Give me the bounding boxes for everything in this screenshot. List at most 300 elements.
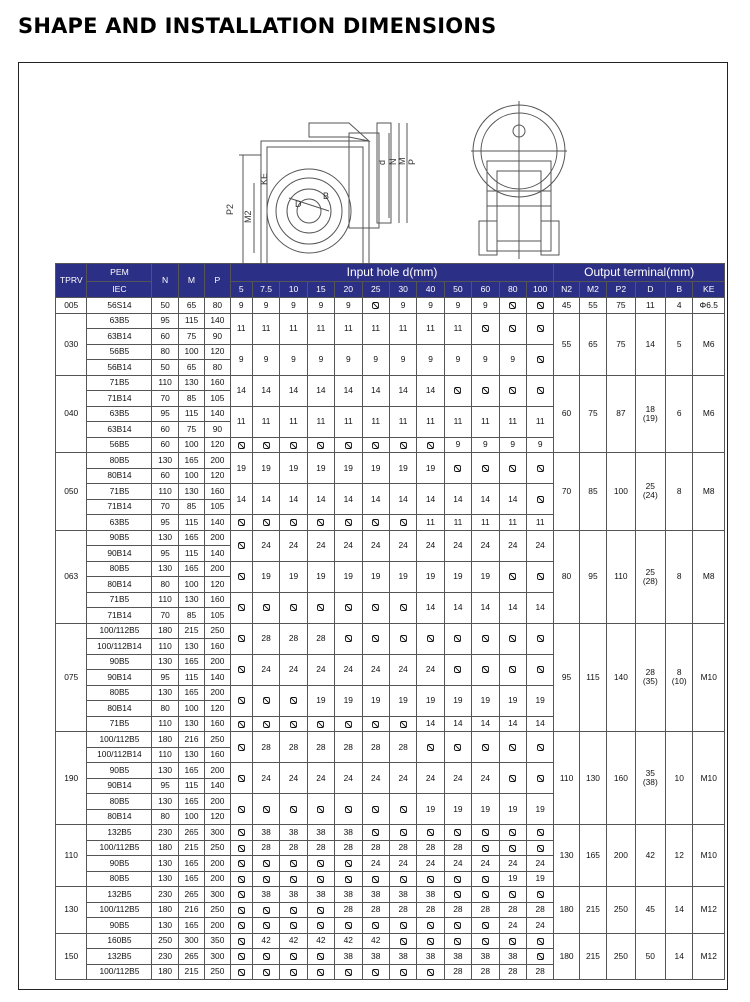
cell-input-hole bbox=[362, 515, 389, 531]
cell-input-hole: 9 bbox=[499, 437, 526, 453]
cell-input-hole: 19 bbox=[335, 561, 362, 592]
cell-input-hole: 14 bbox=[472, 716, 499, 732]
cell-input-hole bbox=[307, 871, 334, 887]
cell-output-n2: 130 bbox=[554, 825, 579, 887]
cell-p: 140 bbox=[205, 515, 230, 531]
cell-input-hole: 14 bbox=[499, 592, 526, 623]
cell-p: 200 bbox=[205, 856, 230, 872]
cell-input-hole bbox=[472, 825, 499, 841]
cell-output-ke: M6 bbox=[693, 313, 725, 375]
cell-n: 110 bbox=[152, 592, 178, 608]
cell-p: 250 bbox=[205, 623, 230, 639]
cell-input-hole bbox=[444, 732, 471, 763]
cell-input-hole: 38 bbox=[307, 887, 334, 903]
cell-input-hole: 24 bbox=[280, 654, 307, 685]
cell-m: 85 bbox=[178, 608, 204, 624]
cell-input-hole: 19 bbox=[444, 685, 471, 716]
cell-input-hole: 38 bbox=[335, 887, 362, 903]
cell-input-hole: 24 bbox=[389, 530, 416, 561]
no-hole-icon bbox=[509, 891, 516, 898]
cell-input-hole: 14 bbox=[472, 592, 499, 623]
drawing-label-d: d bbox=[377, 159, 387, 165]
cell-input-hole bbox=[280, 592, 307, 623]
cell-n: 60 bbox=[152, 422, 178, 438]
cell-input-hole: 11 bbox=[252, 406, 279, 437]
cell-input-hole bbox=[362, 871, 389, 887]
cell-input-hole: 24 bbox=[252, 763, 279, 794]
cell-input-hole: 9 bbox=[472, 437, 499, 453]
cell-input-hole: 19 bbox=[499, 794, 526, 825]
cell-m: 215 bbox=[178, 964, 204, 980]
no-hole-icon bbox=[400, 604, 407, 611]
cell-n: 70 bbox=[152, 391, 178, 407]
cell-output-m2: 130 bbox=[579, 732, 606, 825]
cell-output-b: 8 bbox=[666, 453, 693, 531]
cell-input-hole: 14 bbox=[280, 484, 307, 515]
cell-input-hole: 19 bbox=[252, 453, 279, 484]
cell-input-hole bbox=[444, 654, 471, 685]
cell-input-hole bbox=[444, 375, 471, 406]
no-hole-icon bbox=[509, 666, 516, 673]
cell-output-d: 35 (38) bbox=[635, 732, 665, 825]
cell-n: 230 bbox=[152, 949, 178, 965]
cell-input-hole: 28 bbox=[252, 623, 279, 654]
cell-m: 115 bbox=[178, 406, 204, 422]
cell-input-hole bbox=[499, 763, 526, 794]
cell-p: 105 bbox=[205, 391, 230, 407]
cell-iec: 56B5 bbox=[87, 437, 152, 453]
cell-output-ke: Φ6.5 bbox=[693, 298, 725, 314]
cell-n: 95 bbox=[152, 313, 178, 329]
no-hole-icon bbox=[263, 969, 270, 976]
cell-n: 130 bbox=[152, 530, 178, 546]
cell-n: 80 bbox=[152, 701, 178, 717]
cell-n: 130 bbox=[152, 561, 178, 577]
cell-input-hole bbox=[389, 515, 416, 531]
no-hole-icon bbox=[290, 697, 297, 704]
header-pem: PEM bbox=[87, 264, 152, 282]
cell-input-hole: 38 bbox=[472, 949, 499, 965]
no-hole-icon bbox=[345, 721, 352, 728]
no-hole-icon bbox=[537, 845, 544, 852]
header-m: M bbox=[178, 264, 204, 298]
cell-input-hole bbox=[472, 732, 499, 763]
cell-output-b: 14 bbox=[666, 933, 693, 980]
cell-input-hole: 28 bbox=[362, 902, 389, 918]
cell-m: 216 bbox=[178, 732, 204, 748]
cell-input-hole bbox=[252, 515, 279, 531]
cell-input-hole: 11 bbox=[499, 406, 526, 437]
no-hole-icon bbox=[238, 922, 245, 929]
cell-n: 180 bbox=[152, 840, 178, 856]
no-hole-icon bbox=[537, 953, 544, 960]
cell-m: 100 bbox=[178, 577, 204, 593]
cell-input-hole: 24 bbox=[444, 763, 471, 794]
cell-input-hole: 28 bbox=[252, 840, 279, 856]
cell-input-hole: 19 bbox=[472, 685, 499, 716]
dimensions-table bbox=[55, 263, 725, 980]
cell-input-hole: 11 bbox=[362, 406, 389, 437]
cell-input-hole bbox=[362, 918, 389, 934]
no-hole-icon bbox=[290, 953, 297, 960]
cell-n: 130 bbox=[152, 654, 178, 670]
cell-p: 200 bbox=[205, 918, 230, 934]
cell-output-ke: M12 bbox=[693, 887, 725, 934]
cell-input-hole bbox=[280, 437, 307, 453]
cell-iec: 80B14 bbox=[87, 577, 152, 593]
cell-input-hole: 11 bbox=[280, 313, 307, 344]
cell-input-hole: 11 bbox=[230, 406, 252, 437]
cell-m: 100 bbox=[178, 468, 204, 484]
cell-output-d: 42 bbox=[635, 825, 665, 887]
no-hole-icon bbox=[482, 387, 489, 394]
cell-input-hole: 11 bbox=[280, 406, 307, 437]
cell-n: 130 bbox=[152, 871, 178, 887]
no-hole-icon bbox=[427, 969, 434, 976]
header-input-col: 50 bbox=[444, 282, 471, 298]
no-hole-icon bbox=[263, 860, 270, 867]
cell-input-hole bbox=[335, 964, 362, 980]
drawing-label-m2: M2 bbox=[243, 210, 253, 223]
cell-input-hole: 11 bbox=[362, 313, 389, 344]
cell-input-hole bbox=[499, 825, 526, 841]
no-hole-icon bbox=[290, 519, 297, 526]
no-hole-icon bbox=[537, 465, 544, 472]
cell-output-m2: 215 bbox=[579, 933, 606, 980]
header-input-col: 15 bbox=[307, 282, 334, 298]
cell-input-hole bbox=[230, 840, 252, 856]
no-hole-icon bbox=[317, 907, 324, 914]
no-hole-icon bbox=[238, 891, 245, 898]
cell-input-hole: 38 bbox=[252, 825, 279, 841]
cell-input-hole: 28 bbox=[307, 623, 334, 654]
cell-output-p2: 160 bbox=[607, 732, 635, 825]
cell-input-hole: 14 bbox=[417, 592, 444, 623]
cell-input-hole: 42 bbox=[335, 933, 362, 949]
no-hole-icon bbox=[238, 744, 245, 751]
cell-output-d: 14 bbox=[635, 313, 665, 375]
cell-input-hole: 14 bbox=[389, 484, 416, 515]
no-hole-icon bbox=[400, 829, 407, 836]
no-hole-icon bbox=[238, 542, 245, 549]
cell-m: 165 bbox=[178, 856, 204, 872]
cell-input-hole bbox=[230, 949, 252, 965]
cell-iec: 100/112B5 bbox=[87, 623, 152, 639]
cell-input-hole bbox=[307, 964, 334, 980]
cell-iec: 80B5 bbox=[87, 871, 152, 887]
cell-input-hole bbox=[499, 313, 526, 344]
cell-input-hole bbox=[389, 933, 416, 949]
cell-output-m2: 65 bbox=[579, 313, 606, 375]
cell-n: 130 bbox=[152, 453, 178, 469]
cell-input-hole bbox=[252, 949, 279, 965]
cell-output-b: 6 bbox=[666, 375, 693, 453]
cell-iec: 71B14 bbox=[87, 391, 152, 407]
cell-iec: 63B14 bbox=[87, 422, 152, 438]
cell-input-hole bbox=[417, 918, 444, 934]
cell-iec: 80B5 bbox=[87, 453, 152, 469]
cell-input-hole: 9 bbox=[472, 298, 499, 314]
no-hole-icon bbox=[238, 938, 245, 945]
no-hole-icon bbox=[482, 938, 489, 945]
no-hole-icon bbox=[537, 775, 544, 782]
cell-input-hole bbox=[526, 654, 553, 685]
no-hole-icon bbox=[345, 876, 352, 883]
cell-input-hole: 28 bbox=[417, 840, 444, 856]
drawing-label-d-front: D bbox=[295, 199, 302, 209]
cell-input-hole: 24 bbox=[335, 763, 362, 794]
cell-p: 105 bbox=[205, 608, 230, 624]
no-hole-icon bbox=[537, 356, 544, 363]
cell-input-hole: 38 bbox=[362, 887, 389, 903]
cell-input-hole bbox=[417, 871, 444, 887]
cell-output-d: 11 bbox=[635, 298, 665, 314]
cell-input-hole bbox=[252, 964, 279, 980]
cell-input-hole: 28 bbox=[280, 840, 307, 856]
drawing-label-m: M bbox=[397, 157, 407, 165]
cell-input-hole: 38 bbox=[335, 825, 362, 841]
cell-input-hole: 11 bbox=[417, 515, 444, 531]
no-hole-icon bbox=[290, 604, 297, 611]
cell-input-hole: 24 bbox=[389, 654, 416, 685]
cell-input-hole bbox=[499, 375, 526, 406]
cell-input-hole: 38 bbox=[499, 949, 526, 965]
no-hole-icon bbox=[317, 969, 324, 976]
cell-input-hole bbox=[252, 592, 279, 623]
cell-tprv: 040 bbox=[56, 375, 87, 453]
cell-m: 65 bbox=[178, 360, 204, 376]
no-hole-icon bbox=[263, 922, 270, 929]
no-hole-icon bbox=[290, 721, 297, 728]
cell-input-hole bbox=[252, 437, 279, 453]
cell-iec: 63B14 bbox=[87, 329, 152, 345]
no-hole-icon bbox=[454, 829, 461, 836]
cell-input-hole: 28 bbox=[499, 902, 526, 918]
cell-input-hole: 28 bbox=[252, 732, 279, 763]
cell-iec: 56B5 bbox=[87, 344, 152, 360]
cell-p: 120 bbox=[205, 701, 230, 717]
cell-input-hole: 14 bbox=[444, 716, 471, 732]
table-row bbox=[56, 623, 725, 639]
cell-m: 215 bbox=[178, 623, 204, 639]
no-hole-icon bbox=[509, 744, 516, 751]
cell-p: 200 bbox=[205, 685, 230, 701]
cell-input-hole bbox=[280, 685, 307, 716]
cell-p: 160 bbox=[205, 716, 230, 732]
cell-iec: 90B5 bbox=[87, 918, 152, 934]
no-hole-icon bbox=[238, 666, 245, 673]
cell-input-hole bbox=[252, 716, 279, 732]
cell-input-hole: 19 bbox=[417, 794, 444, 825]
cell-iec: 63B5 bbox=[87, 515, 152, 531]
cell-input-hole: 19 bbox=[335, 453, 362, 484]
cell-tprv: 030 bbox=[56, 313, 87, 375]
cell-input-hole bbox=[472, 933, 499, 949]
cell-input-hole bbox=[417, 933, 444, 949]
header-output-col: P2 bbox=[607, 282, 635, 298]
cell-p: 140 bbox=[205, 313, 230, 329]
cell-input-hole: 14 bbox=[307, 484, 334, 515]
no-hole-icon bbox=[537, 635, 544, 642]
cell-input-hole bbox=[280, 918, 307, 934]
cell-output-b: 4 bbox=[666, 298, 693, 314]
cell-input-hole: 19 bbox=[280, 561, 307, 592]
cell-input-hole bbox=[230, 623, 252, 654]
cell-output-p2: 75 bbox=[607, 313, 635, 375]
no-hole-icon bbox=[345, 519, 352, 526]
cell-input-hole bbox=[280, 902, 307, 918]
no-hole-icon bbox=[400, 876, 407, 883]
no-hole-icon bbox=[372, 969, 379, 976]
no-hole-icon bbox=[482, 922, 489, 929]
no-hole-icon bbox=[263, 442, 270, 449]
cell-input-hole: 14 bbox=[280, 375, 307, 406]
cell-output-m2: 95 bbox=[579, 530, 606, 623]
no-hole-icon bbox=[238, 721, 245, 728]
no-hole-icon bbox=[454, 744, 461, 751]
cell-input-hole bbox=[280, 794, 307, 825]
no-hole-icon bbox=[454, 387, 461, 394]
cell-p: 200 bbox=[205, 763, 230, 779]
header-output-col: D bbox=[635, 282, 665, 298]
no-hole-icon bbox=[537, 573, 544, 580]
cell-input-hole: 24 bbox=[362, 654, 389, 685]
cell-p: 160 bbox=[205, 592, 230, 608]
cell-input-hole bbox=[417, 964, 444, 980]
cell-m: 130 bbox=[178, 747, 204, 763]
no-hole-icon bbox=[537, 387, 544, 394]
cell-input-hole bbox=[230, 825, 252, 841]
table-header bbox=[56, 264, 725, 298]
no-hole-icon bbox=[509, 938, 516, 945]
no-hole-icon bbox=[537, 325, 544, 332]
cell-m: 165 bbox=[178, 530, 204, 546]
cell-output-b: 5 bbox=[666, 313, 693, 375]
cell-input-hole bbox=[362, 298, 389, 314]
cell-input-hole: 9 bbox=[444, 298, 471, 314]
cell-m: 265 bbox=[178, 887, 204, 903]
cell-input-hole bbox=[472, 313, 499, 344]
cell-input-hole: 9 bbox=[417, 344, 444, 375]
no-hole-icon bbox=[238, 604, 245, 611]
cell-output-p2: 100 bbox=[607, 453, 635, 531]
cell-iec: 132B5 bbox=[87, 949, 152, 965]
cell-input-hole: 14 bbox=[252, 375, 279, 406]
cell-input-hole bbox=[526, 375, 553, 406]
cell-input-hole bbox=[389, 716, 416, 732]
table-row bbox=[56, 825, 725, 841]
cell-tprv: 063 bbox=[56, 530, 87, 623]
cell-input-hole bbox=[499, 623, 526, 654]
cell-input-hole bbox=[472, 887, 499, 903]
no-hole-icon bbox=[317, 806, 324, 813]
cell-output-m2: 115 bbox=[579, 623, 606, 732]
cell-iec: 63B5 bbox=[87, 406, 152, 422]
cell-input-hole: 19 bbox=[499, 685, 526, 716]
drawing-label-n: N bbox=[388, 158, 398, 165]
cell-tprv: 110 bbox=[56, 825, 87, 887]
cell-n: 130 bbox=[152, 918, 178, 934]
no-hole-icon bbox=[509, 573, 516, 580]
cell-input-hole: 28 bbox=[389, 840, 416, 856]
cell-output-b: 12 bbox=[666, 825, 693, 887]
cell-input-hole: 19 bbox=[307, 453, 334, 484]
cell-input-hole bbox=[389, 871, 416, 887]
cell-input-hole: 28 bbox=[389, 732, 416, 763]
cell-input-hole bbox=[230, 437, 252, 453]
cell-input-hole bbox=[526, 344, 553, 375]
cell-input-hole bbox=[362, 716, 389, 732]
cell-input-hole bbox=[230, 902, 252, 918]
cell-iec: 80B5 bbox=[87, 685, 152, 701]
no-hole-icon bbox=[537, 744, 544, 751]
cell-input-hole: 11 bbox=[472, 406, 499, 437]
cell-input-hole: 42 bbox=[252, 933, 279, 949]
cell-m: 65 bbox=[178, 298, 204, 314]
cell-input-hole bbox=[335, 918, 362, 934]
cell-m: 165 bbox=[178, 453, 204, 469]
cell-input-hole bbox=[526, 453, 553, 484]
cell-m: 130 bbox=[178, 639, 204, 655]
cell-input-hole: 19 bbox=[307, 561, 334, 592]
cell-n: 95 bbox=[152, 515, 178, 531]
cell-input-hole: 11 bbox=[526, 515, 553, 531]
header-input-col: 40 bbox=[417, 282, 444, 298]
no-hole-icon bbox=[317, 721, 324, 728]
cell-input-hole bbox=[252, 856, 279, 872]
cell-output-n2: 60 bbox=[554, 375, 579, 453]
cell-input-hole: 38 bbox=[417, 887, 444, 903]
no-hole-icon bbox=[400, 442, 407, 449]
cell-m: 165 bbox=[178, 794, 204, 810]
side-view-drawing bbox=[457, 101, 587, 261]
cell-iec: 100/112B5 bbox=[87, 964, 152, 980]
cell-n: 180 bbox=[152, 623, 178, 639]
cell-p: 200 bbox=[205, 871, 230, 887]
cell-p: 120 bbox=[205, 468, 230, 484]
no-hole-icon bbox=[482, 666, 489, 673]
cell-input-hole bbox=[362, 794, 389, 825]
cell-input-hole: 24 bbox=[362, 856, 389, 872]
no-hole-icon bbox=[482, 635, 489, 642]
no-hole-icon bbox=[290, 876, 297, 883]
no-hole-icon bbox=[238, 697, 245, 704]
cell-input-hole bbox=[472, 840, 499, 856]
cell-input-hole bbox=[335, 871, 362, 887]
cell-input-hole: 14 bbox=[362, 484, 389, 515]
cell-input-hole: 14 bbox=[526, 592, 553, 623]
cell-output-b: 8 bbox=[666, 530, 693, 623]
cell-n: 50 bbox=[152, 298, 178, 314]
cell-input-hole bbox=[499, 732, 526, 763]
cell-m: 130 bbox=[178, 375, 204, 391]
cell-input-hole bbox=[444, 453, 471, 484]
cell-p: 200 bbox=[205, 561, 230, 577]
cell-output-m2: 215 bbox=[579, 887, 606, 934]
no-hole-icon bbox=[263, 721, 270, 728]
cell-p: 80 bbox=[205, 298, 230, 314]
cell-input-hole: 9 bbox=[444, 344, 471, 375]
cell-input-hole: 9 bbox=[526, 437, 553, 453]
cell-input-hole bbox=[307, 437, 334, 453]
cell-m: 100 bbox=[178, 809, 204, 825]
cell-iec: 90B14 bbox=[87, 778, 152, 794]
cell-input-hole: 38 bbox=[389, 949, 416, 965]
cell-n: 110 bbox=[152, 484, 178, 500]
no-hole-icon bbox=[290, 922, 297, 929]
no-hole-icon bbox=[427, 744, 434, 751]
no-hole-icon bbox=[482, 845, 489, 852]
